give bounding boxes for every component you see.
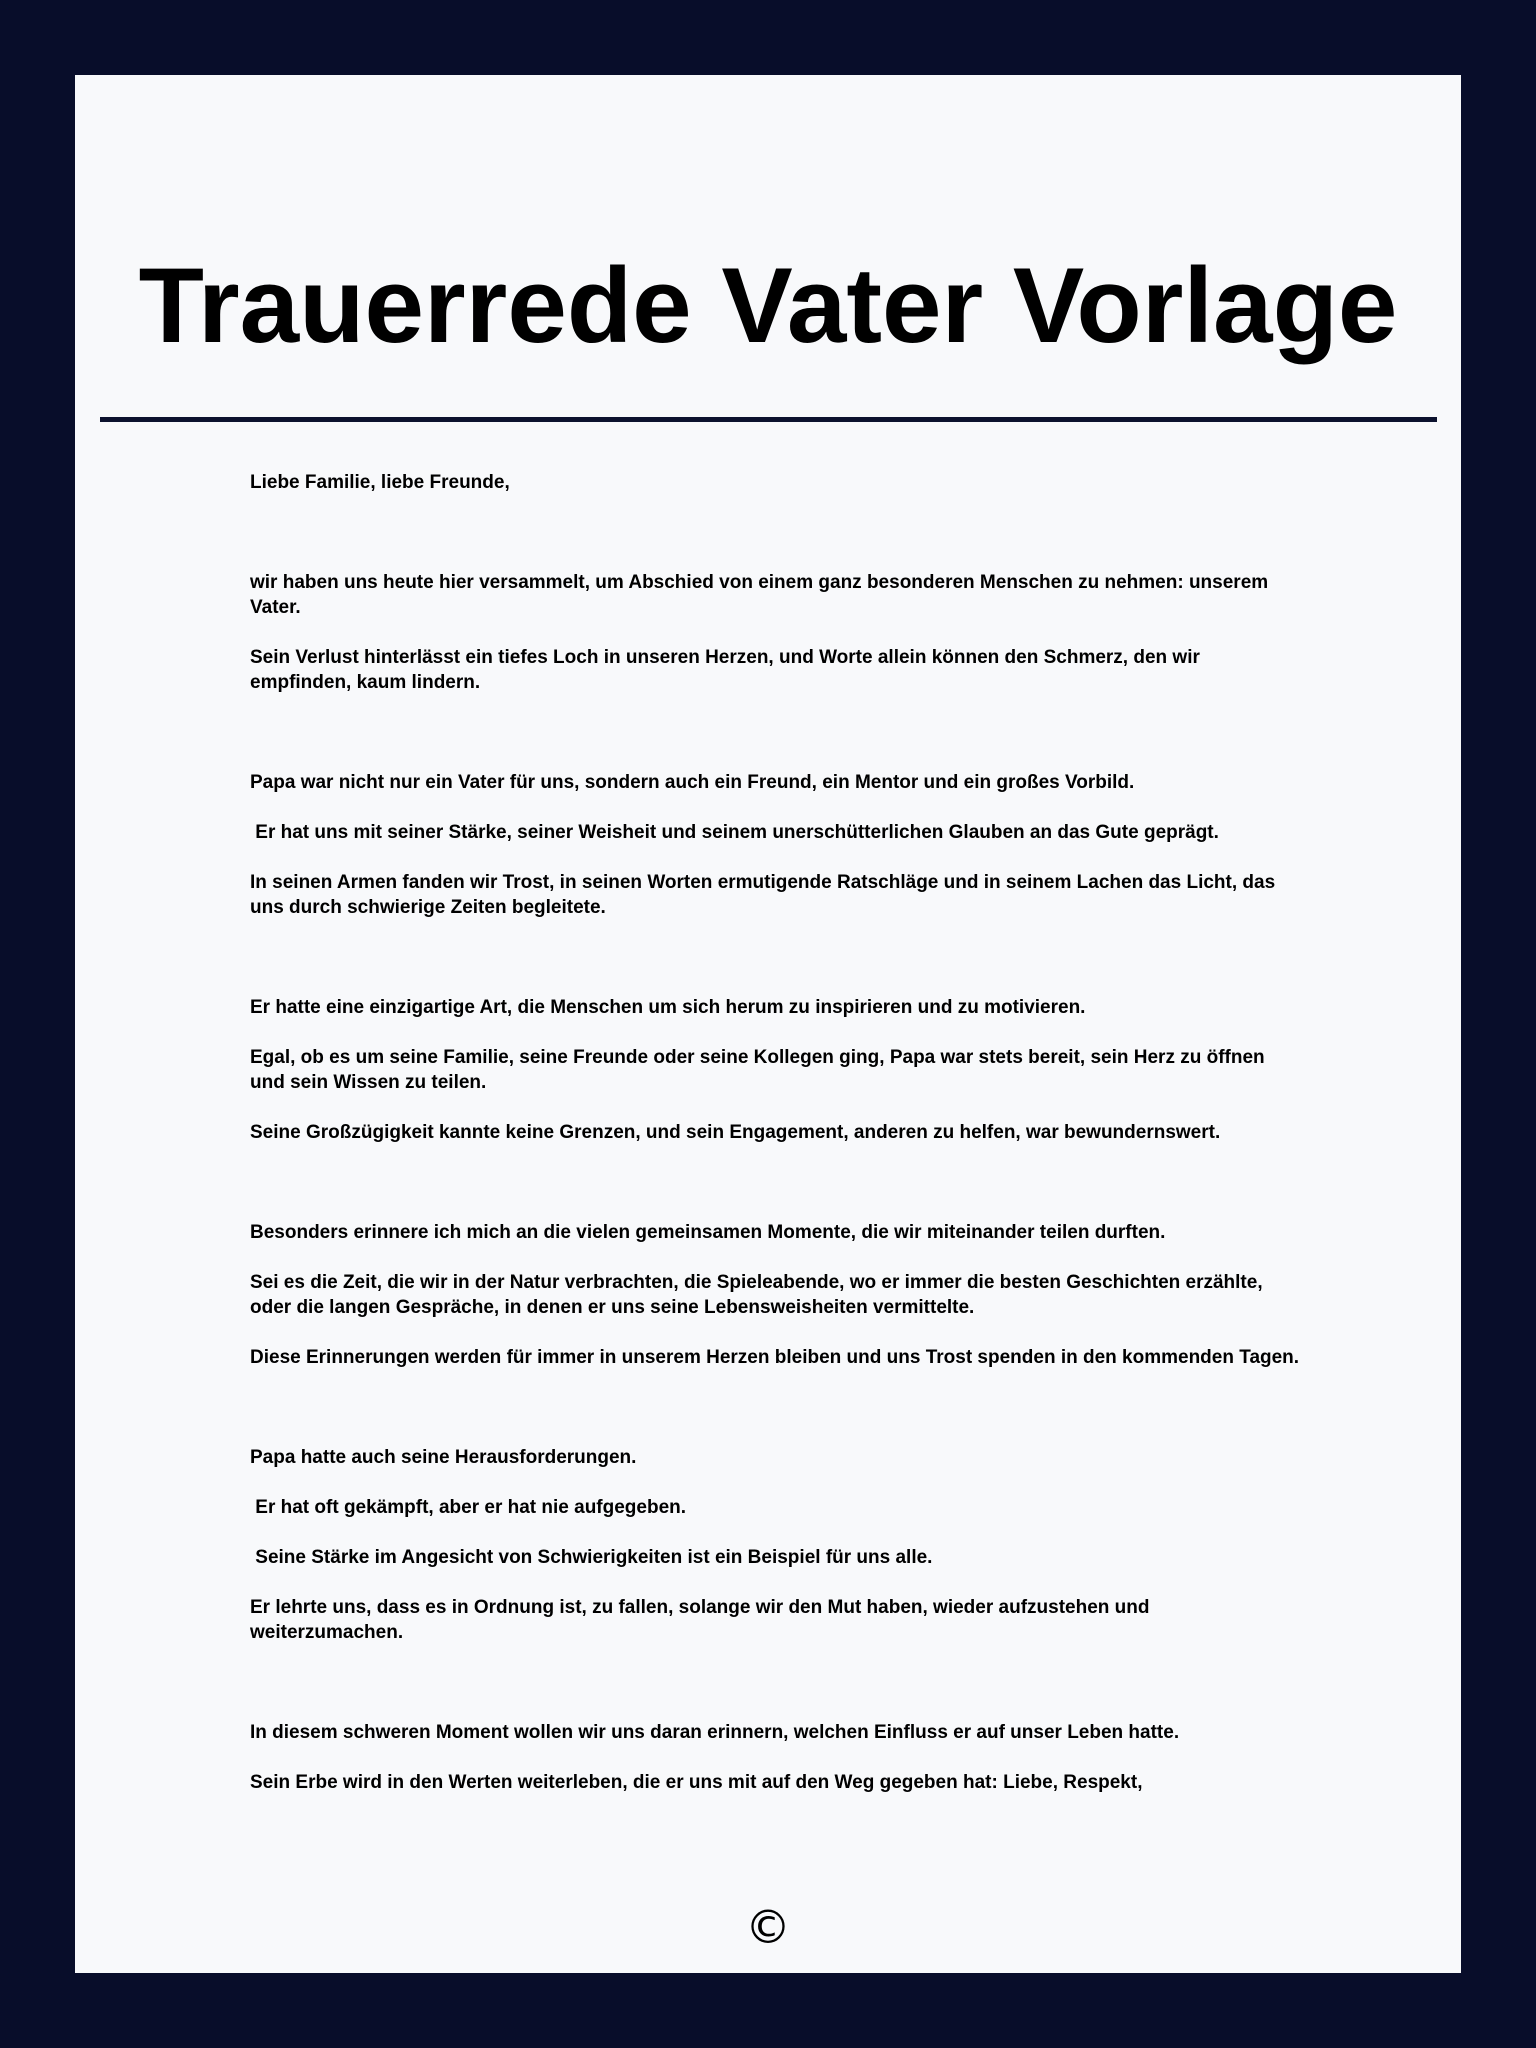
document-body [250, 470, 1300, 1795]
paragraph: In diesem schweren Moment wollen wir uns daran erinnern, welchen Einfluss er auf unser Leben hatte. [250, 1722, 1180, 1743]
paragraph: Besonders erinnere ich mich an die vielen gemeinsamen Momente, die wir miteinander teilen durften. [250, 1222, 1166, 1243]
paragraph: Egal, ob es um seine Familie, seine Freunde oder seine Kollegen ging, Papa war stets bereit, sein Herz zu öffnen und sein Wissen zu teilen. [250, 1047, 1270, 1093]
paragraph: Er hatte eine einzigartige Art, die Menschen um sich herum zu inspirieren und zu motivieren. [250, 997, 1086, 1018]
paragraph: Sein Verlust hinterlässt ein tiefes Loch in unseren Herzen, und Worte allein können den Schmerz, den wir empfinden, kaum lindern. [250, 647, 1206, 693]
paragraph: Er lehrte uns, dass es in Ordnung ist, zu fallen, solange wir den Mut haben, wieder aufzustehen und weiterzumachen. [250, 1597, 1155, 1643]
paragraph: Sein Erbe wird in den Werten weiterleben, die er uns mit auf den Weg gegeben hat: Liebe, Respekt, [250, 1772, 1143, 1793]
copyright-icon: © [745, 1900, 791, 1954]
title-divider [100, 417, 1437, 422]
paragraph: Er hat uns mit seiner Stärke, seiner Weisheit und seinem unerschütterlichen Glauben an das Gute geprägt. [250, 822, 1219, 843]
paragraph: Seine Stärke im Angesicht von Schwierigkeiten ist ein Beispiel für uns alle. [250, 1547, 933, 1568]
paragraph: Papa war nicht nur ein Vater für uns, sondern auch ein Freund, ein Mentor und ein großes Vorbild. [250, 772, 1135, 793]
paragraph: Liebe Familie, liebe Freunde, [250, 472, 510, 493]
paragraph: Er hat oft gekämpft, aber er hat nie aufgegeben. [250, 1497, 687, 1518]
paragraph: Papa hatte auch seine Herausforderungen. [250, 1447, 637, 1468]
paragraph: Seine Großzügigkeit kannte keine Grenzen, und sein Engagement, anderen zu helfen, war bewundernswert. [250, 1122, 1221, 1143]
paragraph: wir haben uns heute hier versammelt, um Abschied von einem ganz besonderen Menschen zu nehmen: unserem Vater. [250, 572, 1274, 618]
document-title: Trauerrede Vater Vorlage [138, 245, 1398, 365]
paragraph: In seinen Armen fanden wir Trost, in seinen Worten ermutigende Ratschläge und in seinem Lachen das Licht, das uns durch schwierige Zeiten begleitete. [250, 872, 1281, 918]
paragraph: Diese Erinnerungen werden für immer in unserem Herzen bleiben und uns Trost spenden in den kommenden Tagen. [250, 1347, 1300, 1368]
paragraph: Sei es die Zeit, die wir in der Natur verbrachten, die Spieleabende, wo er immer die besten Geschichten erzählte, oder die langen Gespräche, in denen er uns seine Lebensweisheiten vermittelte. [250, 1272, 1268, 1318]
